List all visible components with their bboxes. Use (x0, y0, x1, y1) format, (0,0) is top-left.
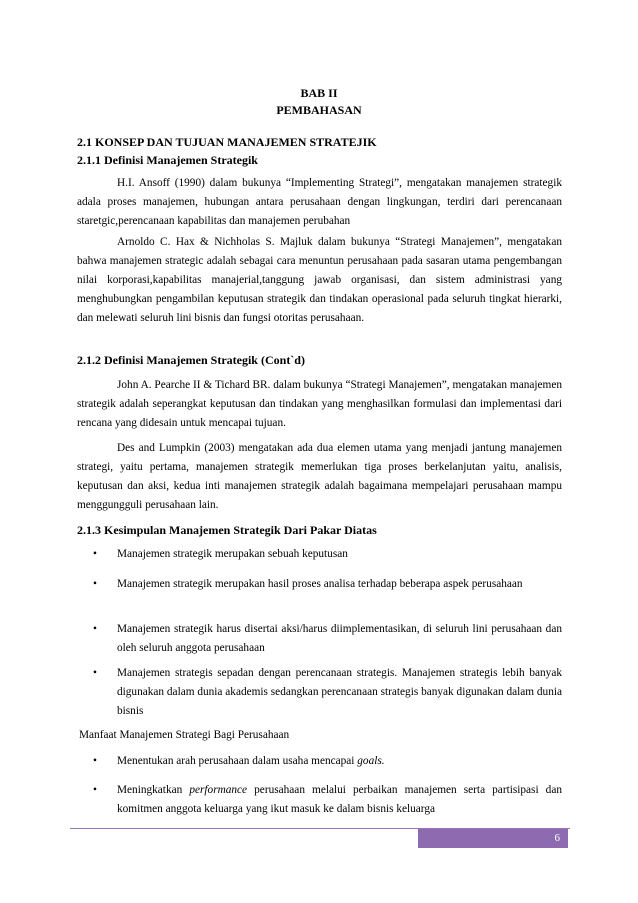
manfaat-item-1-italic: goals. (357, 755, 385, 767)
page-number-box (418, 829, 568, 848)
bullet-marker: • (93, 784, 97, 796)
manfaat-item-2 (117, 781, 562, 819)
manfaat-item-2-italic: performance (189, 784, 248, 796)
bullet-marker: • (93, 667, 97, 679)
paragraph-pearche-text: John A. Pearche II & Tichard BR. dalam bukunya “Strategi Manajemen”, mengatakan manajemen strategik adalah seperangkat keputusan dan tindakan yang menghasilkan formulasi dan implementasi dari rencana yang didesain untuk mencapai tujuan. (77, 379, 562, 429)
conclusion-item-1: Manajemen strategik merupakan sebuah keputusan (117, 548, 348, 560)
paragraph-hax-text: Arnoldo C. Hax & Nichholas S. Majluk dalam bukunya “Strategi Manajemen”, mengatakan bahwa manajemen strategic adalah sebagai cara menuntun perusahaan pada sasaran utama pengembangan nilai korporasi,kapabilitas manajerial,tanggung jawab organisasi, dan sistem administrasi yang menghubungkan pengambilan keputusan strategik dan tindakan operasional pada seluruh tingkat hierarki, dan melewati seluruh lini bisnis dan fungsi otoritas perusahaan. (77, 236, 562, 324)
section-title: 2.1 KONSEP DAN TUJUAN MANAJEMEN STRATEJIK (77, 135, 377, 149)
paragraph-hax (77, 233, 562, 328)
chapter-label: BAB II (300, 86, 338, 100)
bullet-marker: • (93, 755, 97, 767)
manfaat-title: Manfaat Manajemen Strategi Bagi Perusahaan (79, 729, 290, 741)
conclusion-item-4: Manajemen strategis sepadan dengan perencanaan strategis. Manajemen strategis lebih banyak digunakan dalam dunia akademis sedangkan perencanaan strategis banyak digunakan dalam dunia bisnis (117, 667, 562, 717)
manfaat-item-2-post: perusahaan melalui perbaikan manajemen serta partisipasi dan komitmen anggota keluarga yang ikut masuk ke dalam bisnis keluarga (117, 784, 562, 815)
subsection-title-2: 2.1.2 Definisi Manajemen Strategik (Cont`d) (77, 353, 305, 367)
bullet-marker: • (93, 548, 97, 560)
conclusion-item-3: Manajemen strategik harus disertai aksi/harus diimplementasikan, di seluruh lini perusahaan dan oleh seluruh anggota perusahaan (117, 623, 562, 654)
subsection-title-1: 2.1.1 Definisi Manajemen Strategik (77, 153, 258, 167)
paragraph-des (77, 439, 562, 515)
page-number: 6 (554, 832, 560, 844)
paragraph-ansoff-text: H.I. Ansoff (1990) dalam bukunya “Implementing Strategi”, mengatakan manajemen strategik adala proses manajemen, hubungan antara perusahaan dengan lingkungan, terdiri dari perencanaan staretgic,perencanaan kapabilitas dan manajemen perubahan (77, 177, 562, 227)
paragraph-pearche (77, 376, 562, 433)
conclusion-item-2: Manajemen strategik merupakan hasil proses analisa terhadap beberapa aspek perusahaan (117, 578, 523, 590)
paragraph-ansoff (77, 174, 562, 231)
bullet-marker: • (93, 578, 97, 590)
bullet-marker: • (93, 623, 97, 635)
paragraph-des-text: Des and Lumpkin (2003) mengatakan ada dua elemen utama yang menjadi jantung manajemen strategi, yaitu pertama, manajemen strategik memerlukan tiga proses berkelanjutan yaitu, analisis, keputusan dan aksi, kedua inti manajemen strategik adalah bagaimana mempelajari perusahaan mampu menggungguli perusahaan lain. (77, 442, 562, 511)
manfaat-item-1 (117, 752, 562, 771)
manfaat-item-1-text: Menentukan arah perusahaan dalam usaha mencapai (117, 755, 358, 767)
chapter-title: PEMBAHASAN (276, 103, 362, 117)
subsection-title-3: 2.1.3 Kesimpulan Manajemen Strategik Dari Pakar Diatas (77, 523, 377, 537)
manfaat-item-2-pre: Meningkatkan (117, 784, 190, 796)
